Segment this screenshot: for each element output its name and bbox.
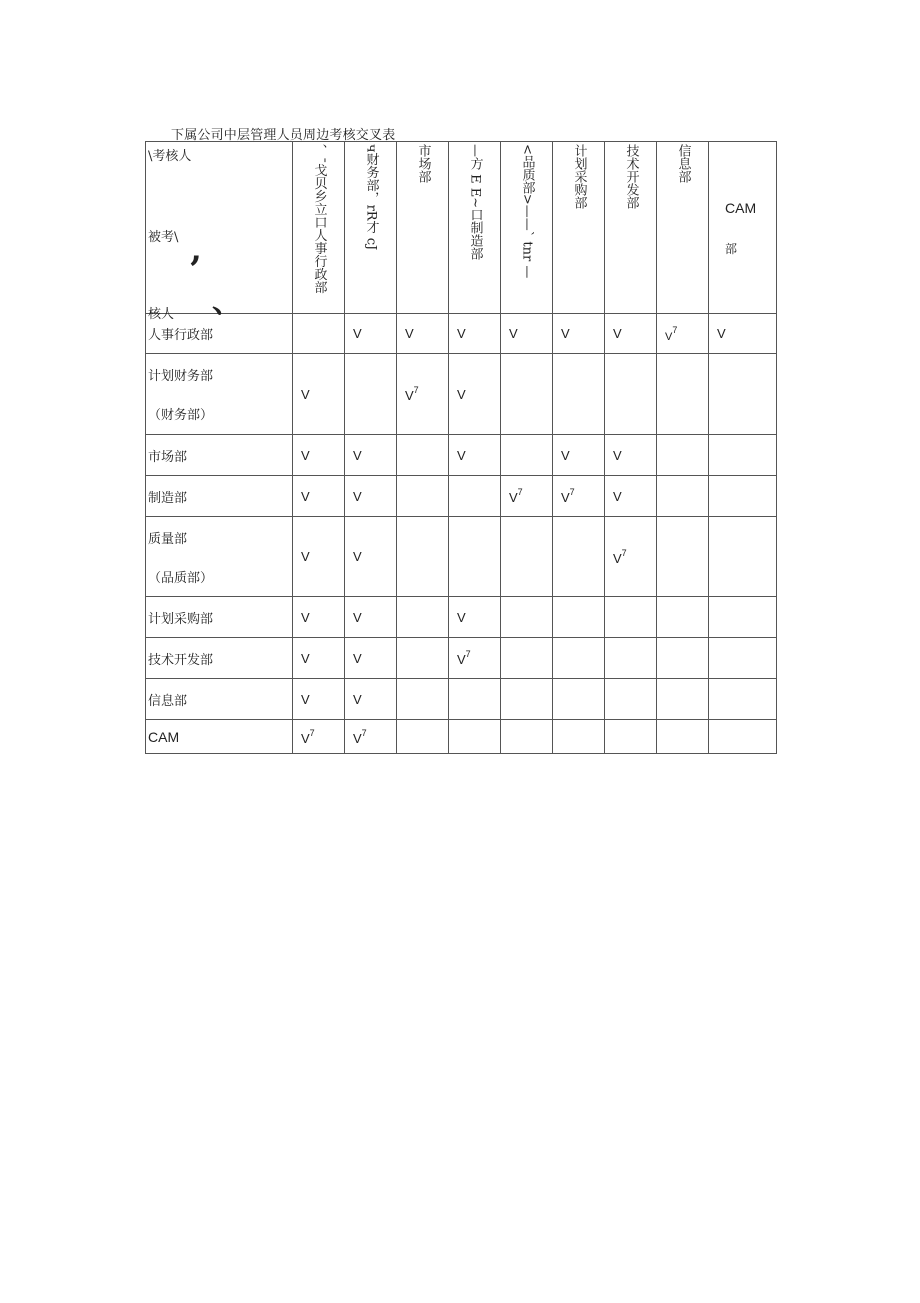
check-cell <box>397 720 449 754</box>
check-cell <box>345 679 397 720</box>
check-cell <box>657 720 709 754</box>
check-cell <box>605 638 657 679</box>
check-mark: V <box>301 609 310 625</box>
check-cell <box>657 517 709 597</box>
row-label: 计划财务部 <box>148 369 214 384</box>
check-cell <box>657 638 709 679</box>
column-header-cam: CAM 部 <box>709 142 777 314</box>
check-cell <box>605 679 657 720</box>
check-cell <box>605 720 657 754</box>
table-row <box>146 597 777 638</box>
check-mark: V <box>353 650 362 666</box>
check-mark: V <box>405 326 414 341</box>
check-cell <box>397 476 449 517</box>
table-row <box>146 354 777 435</box>
check-cell <box>397 435 449 476</box>
check-mark-superscript: 7 <box>413 385 419 395</box>
check-cell <box>553 720 605 754</box>
check-cell <box>709 679 777 720</box>
check-cell <box>709 638 777 679</box>
row-header <box>146 679 293 720</box>
check-mark: V <box>613 447 622 463</box>
row-label: CAM <box>148 728 180 745</box>
table-row <box>146 638 777 679</box>
check-cell <box>553 314 605 354</box>
table-row <box>146 517 777 597</box>
row-header <box>146 720 293 754</box>
check-mark: V <box>457 386 466 402</box>
check-cell <box>293 679 345 720</box>
check-cell <box>345 517 397 597</box>
check-mark: V <box>405 388 414 403</box>
cross-evaluation-table <box>145 141 777 754</box>
column-header: —方 E E~口制造部 <box>449 142 501 314</box>
check-cell <box>293 720 345 754</box>
check-cell <box>397 517 449 597</box>
check-cell <box>345 354 397 435</box>
check-cell <box>345 638 397 679</box>
check-cell <box>657 679 709 720</box>
column-header: 计划采购部 <box>553 142 605 314</box>
row-label: 计划采购部 <box>148 611 214 627</box>
check-cell <box>605 314 657 354</box>
check-cell <box>293 517 345 597</box>
check-mark-superscript: 7 <box>621 547 627 558</box>
check-cell <box>605 476 657 517</box>
check-cell <box>397 679 449 720</box>
row-header <box>146 435 293 476</box>
column-header: 市场部 <box>397 142 449 314</box>
check-cell <box>345 597 397 638</box>
check-cell <box>449 720 501 754</box>
check-cell <box>709 314 777 354</box>
check-cell <box>605 597 657 638</box>
check-mark: V <box>561 326 570 341</box>
check-mark-superscript: 7 <box>672 324 678 335</box>
check-cell <box>553 354 605 435</box>
check-cell <box>293 314 345 354</box>
check-cell <box>449 354 501 435</box>
check-cell <box>397 638 449 679</box>
check-mark: V <box>613 488 622 504</box>
check-mark: V <box>457 609 466 625</box>
check-cell <box>449 435 501 476</box>
row-header <box>146 597 293 638</box>
check-cell <box>709 597 777 638</box>
check-cell <box>709 517 777 597</box>
check-cell <box>345 476 397 517</box>
check-mark: V <box>301 650 310 666</box>
row-header <box>146 638 293 679</box>
check-cell <box>501 476 553 517</box>
check-mark: V <box>353 549 362 564</box>
row-sublabel: （品质部） <box>148 570 214 586</box>
row-header <box>146 476 293 517</box>
check-cell <box>605 435 657 476</box>
table-body <box>146 314 777 754</box>
check-cell <box>293 354 345 435</box>
check-cell <box>553 597 605 638</box>
check-mark: V <box>561 490 570 505</box>
check-cell <box>449 597 501 638</box>
check-cell <box>553 476 605 517</box>
check-mark-superscript: 7 <box>465 649 471 659</box>
check-cell <box>449 638 501 679</box>
check-cell <box>293 638 345 679</box>
check-cell <box>709 354 777 435</box>
row-label: 制造部 <box>148 490 188 506</box>
check-mark: V <box>301 691 310 707</box>
check-cell <box>293 597 345 638</box>
check-cell <box>345 435 397 476</box>
column-header: 信息部 <box>657 142 709 314</box>
column-header: <品质部>——ˋ tnr — <box>501 142 553 314</box>
check-cell <box>605 517 657 597</box>
check-cell <box>293 476 345 517</box>
check-mark: V <box>353 488 362 504</box>
check-mark: V <box>353 609 362 625</box>
table-row <box>146 476 777 517</box>
check-cell <box>345 720 397 754</box>
check-cell <box>501 517 553 597</box>
check-cell <box>345 314 397 354</box>
row-sublabel: （财务部） <box>148 408 214 423</box>
check-cell <box>657 314 709 354</box>
check-mark: V <box>353 691 362 707</box>
check-cell <box>553 638 605 679</box>
check-cell <box>553 679 605 720</box>
column-header: 技术开发部 <box>605 142 657 314</box>
check-cell <box>605 354 657 435</box>
check-cell <box>501 679 553 720</box>
check-cell <box>709 435 777 476</box>
row-label: 市场部 <box>148 449 188 465</box>
evaluator-label: \考核人 <box>148 149 192 164</box>
table-row <box>146 679 777 720</box>
check-cell <box>501 638 553 679</box>
check-mark: V <box>301 386 310 402</box>
check-mark: V <box>613 550 622 566</box>
check-mark: V <box>353 326 362 341</box>
check-mark: V <box>509 490 518 505</box>
row-label: 人事行政部 <box>148 328 214 343</box>
check-mark-superscript: 7 <box>309 727 315 738</box>
column-header: ч财务部，rR才 cJ <box>345 142 397 314</box>
diagonal-mark: 、 <box>212 285 242 320</box>
check-mark: V <box>665 330 673 343</box>
check-cell <box>293 435 345 476</box>
row-label: 技术开发部 <box>148 652 214 668</box>
evaluated-label-end: 核人 <box>148 307 175 322</box>
check-mark: V <box>613 326 622 341</box>
check-cell <box>397 597 449 638</box>
check-cell <box>501 435 553 476</box>
check-cell <box>657 476 709 517</box>
check-cell <box>657 435 709 476</box>
row-label: 信息部 <box>148 693 188 709</box>
row-header <box>146 517 293 597</box>
check-cell <box>553 517 605 597</box>
check-cell <box>501 720 553 754</box>
evaluated-label: 被考\ <box>148 230 179 245</box>
check-cell <box>449 314 501 354</box>
check-cell <box>449 476 501 517</box>
check-cell <box>501 354 553 435</box>
column-header: 、ˉ戈贝乡立口人事行政部 <box>293 142 345 314</box>
check-cell <box>449 517 501 597</box>
table-row <box>146 435 777 476</box>
corner-header <box>146 142 293 322</box>
check-mark: V <box>301 447 310 463</box>
table-row <box>146 720 777 754</box>
check-cell <box>501 597 553 638</box>
check-cell <box>657 597 709 638</box>
check-mark-superscript: 7 <box>517 487 523 497</box>
check-mark-superscript: 7 <box>361 727 367 738</box>
check-cell <box>553 435 605 476</box>
check-cell <box>709 720 777 754</box>
check-mark: V <box>353 730 362 746</box>
diagonal-mark: ’ <box>189 249 202 291</box>
row-label: 质量部 <box>148 531 188 547</box>
check-mark: V <box>457 326 466 341</box>
row-header <box>146 354 293 435</box>
check-mark-superscript: 7 <box>569 487 575 497</box>
check-mark: V <box>561 447 570 463</box>
check-cell <box>397 314 449 354</box>
check-cell <box>449 679 501 720</box>
check-cell <box>657 354 709 435</box>
check-mark: V <box>457 447 466 463</box>
check-mark: V <box>509 326 518 341</box>
check-cell <box>709 476 777 517</box>
table-title: 下属公司中层管理人员周边考核交叉表 <box>171 128 396 143</box>
check-mark: V <box>301 488 310 504</box>
check-mark: V <box>301 549 310 564</box>
check-mark: V <box>301 730 310 746</box>
check-mark: V <box>353 447 362 463</box>
header-row <box>146 142 777 314</box>
check-cell <box>501 314 553 354</box>
check-mark: V <box>717 326 726 341</box>
check-mark: V <box>457 652 466 667</box>
check-cell <box>397 354 449 435</box>
